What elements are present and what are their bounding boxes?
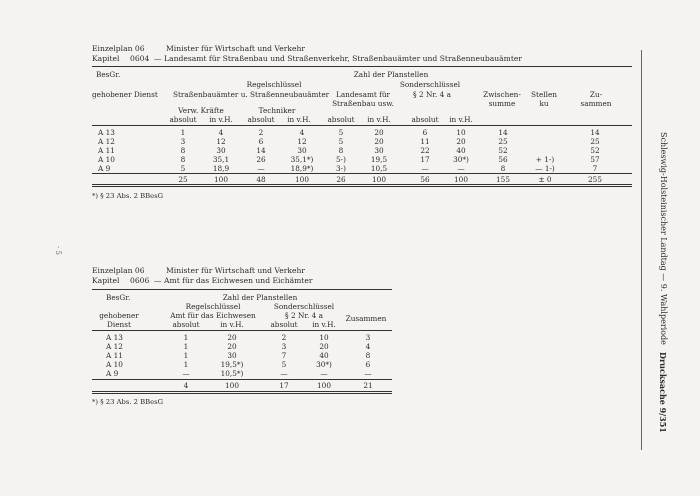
t1-h-landesamt: Landesamt für xyxy=(335,90,391,99)
t2-h-sonder2: § 2 Nr. 4 a xyxy=(285,311,323,320)
t1-row-4-cell: — xyxy=(457,164,465,173)
t1-h-gehoben: gehobener Dienst xyxy=(92,90,158,99)
t1-row-4-cell: 5 xyxy=(180,164,186,173)
t1-h-landesamt2: Straßenbau usw. xyxy=(332,99,394,108)
t1-h-zus: Zu- xyxy=(589,90,603,99)
t1-footnote: *) § 23 Abs. 2 BBesG xyxy=(92,192,164,200)
t2-row-2-cell: 8 xyxy=(365,351,371,360)
t1-kapitel-no: 0604 xyxy=(130,54,150,63)
t1-row-1-cell: A 12 xyxy=(98,137,115,146)
t1-kapitel-line xyxy=(92,54,522,64)
t2-row-2-cell: A 11 xyxy=(106,351,123,360)
t1-row-0-cell: 1 xyxy=(180,128,186,137)
t1-kapitel-label: Kapitel xyxy=(92,54,120,63)
t1-row-0-cell: 2 xyxy=(258,128,264,137)
t1-row-2-cell: 22 xyxy=(420,146,430,155)
t2-row-0-cell: 10 xyxy=(319,333,329,342)
t2-row-4-cell: — xyxy=(364,369,372,378)
t1-row-3-cell: 19,5 xyxy=(370,155,388,164)
t1-row-3-cell: 17 xyxy=(420,155,430,164)
t1-plan-label: Einzelplan 06 xyxy=(92,44,145,53)
t1-row-1-cell: 25 xyxy=(590,137,600,146)
t1-h-abs-4: absolut xyxy=(411,115,439,124)
t1-total-cell: ± 0 xyxy=(538,175,552,184)
t1-header-rule xyxy=(92,125,632,126)
t2-row-4-cell: — xyxy=(182,369,190,378)
t1-h-sonder2: § 2 Nr. 4 a xyxy=(413,90,451,99)
t1-row-2-cell: 8 xyxy=(180,146,186,155)
t2-plan-title: Minister für Wirtschaft und Verkehr xyxy=(166,266,305,275)
t2-row-3-cell: 1 xyxy=(183,360,189,369)
t2-row-1-cell: 3 xyxy=(281,342,287,351)
t2-row-2-cell: 30 xyxy=(227,351,237,360)
t1-h-abs-3: absolut xyxy=(327,115,355,124)
t1-h-techniker: Techniker xyxy=(258,106,296,115)
t1-h-vh-4: in v.H. xyxy=(449,115,473,124)
t1-row-3-cell: 5-) xyxy=(336,155,346,164)
t1-row-0-cell: 5 xyxy=(338,128,344,137)
t1-h-zahl: Zahl der Planstellen xyxy=(353,70,429,79)
t2-h-regel: Regelschlüssel xyxy=(185,302,241,311)
t2-row-3-cell: A 10 xyxy=(106,360,123,369)
t1-row-2-cell: 52 xyxy=(498,146,508,155)
t1-total-cell: 155 xyxy=(496,175,510,184)
t1-row-4-cell: 18,9 xyxy=(212,164,230,173)
t1-row-2-cell: 14 xyxy=(256,146,266,155)
t1-total-rule xyxy=(92,173,632,174)
t1-h-besgr: BesGr. xyxy=(96,70,121,79)
t2-plan-line xyxy=(92,266,305,276)
t1-row-2-cell: 8 xyxy=(338,146,344,155)
t2-total-rule xyxy=(92,379,392,380)
margin-mark: · 5 xyxy=(54,246,62,255)
side-landtag: Schleswig-Holsteinischer Landtag — 9. Wahlperiode xyxy=(659,132,668,345)
t2-top-rule xyxy=(92,289,392,290)
t1-bottom-rule-2 xyxy=(92,186,632,187)
t1-row-1-cell: 3 xyxy=(180,137,186,146)
t1-h-stellen: Stellen xyxy=(531,90,557,99)
t2-h-vh-1: in v.H. xyxy=(220,320,244,329)
t2-row-3-cell: 19,5*) xyxy=(220,360,244,369)
t2-row-1-cell: 4 xyxy=(365,342,371,351)
t1-h-zwischen: Zwischen- xyxy=(483,90,521,99)
t1-row-4-cell: — xyxy=(257,164,265,173)
t1-row-4-cell: 18,9*) xyxy=(290,164,314,173)
t1-total-cell: 100 xyxy=(372,175,386,184)
t1-h-zus2: sammen xyxy=(580,99,612,108)
t2-plan-label: Einzelplan 06 xyxy=(92,266,145,275)
t2-h-vh-2: in v.H. xyxy=(312,320,336,329)
t1-row-4-cell: 7 xyxy=(592,164,598,173)
t2-row-0-cell: 3 xyxy=(365,333,371,342)
t1-h-abs-1: absolut xyxy=(169,115,197,124)
t1-row-1-cell: 5 xyxy=(338,137,344,146)
t1-total-cell: 100 xyxy=(214,175,228,184)
t1-total-cell: 100 xyxy=(295,175,309,184)
side-drucksache: Drucksache 9/351 xyxy=(658,352,668,433)
t1-kapitel-title: — Landesamt für Straßenbau und Straßenverkehr, Straßenbauämter und Straßenneubauämter xyxy=(154,54,523,63)
t2-row-2-cell: 40 xyxy=(319,351,329,360)
t1-row-0-cell: 10 xyxy=(456,128,466,137)
t2-h-abs-1: absolut xyxy=(172,320,200,329)
t1-row-3-cell: 26 xyxy=(256,155,266,164)
t1-row-0-cell: 14 xyxy=(590,128,600,137)
t2-total-cell: 100 xyxy=(225,381,239,390)
t1-h-regel: Regelschlüssel xyxy=(246,80,302,89)
t1-row-3-cell: 35,1 xyxy=(212,155,230,164)
t2-total-cell: 21 xyxy=(363,381,373,390)
t1-h-vh-1: in v.H. xyxy=(209,115,233,124)
t2-row-4-cell: A 9 xyxy=(106,369,119,378)
t1-row-2-cell: 40 xyxy=(456,146,466,155)
t2-kapitel-label: Kapitel xyxy=(92,276,120,285)
t2-row-3-cell: 30*) xyxy=(316,360,332,369)
t1-h-vh-2: in v.H. xyxy=(287,115,311,124)
t1-row-4-cell: — 1-) xyxy=(535,164,555,173)
t1-h-zwischen2: summe xyxy=(488,99,516,108)
t1-row-4-cell: — xyxy=(421,164,429,173)
t2-total-cell: 17 xyxy=(279,381,289,390)
t1-row-4-cell: A 9 xyxy=(98,164,111,173)
t2-row-3-cell: 6 xyxy=(365,360,371,369)
t2-bottom-rule-2 xyxy=(92,393,392,394)
t1-row-1-cell: 11 xyxy=(420,137,430,146)
t1-h-regel-sub: Straßenbauämter u. Straßenneubauämter xyxy=(173,90,330,99)
t2-kapitel-line xyxy=(92,276,312,286)
t2-footnote: *) § 23 Abs. 2 BBesG xyxy=(92,398,164,406)
t2-row-3-cell: 5 xyxy=(281,360,287,369)
t2-kapitel-no: 0606 xyxy=(130,276,150,285)
t2-row-0-cell: 1 xyxy=(183,333,189,342)
t2-row-0-cell: 2 xyxy=(281,333,287,342)
t1-total-cell: 100 xyxy=(454,175,468,184)
t2-h-dienst: Dienst xyxy=(107,320,131,329)
t1-plan-line xyxy=(92,44,305,54)
t1-row-3-cell: 57 xyxy=(590,155,600,164)
t1-row-0-cell: 6 xyxy=(422,128,428,137)
t2-row-0-cell: 20 xyxy=(227,333,237,342)
t1-total-cell: 26 xyxy=(336,175,346,184)
t1-row-1-cell: 20 xyxy=(374,137,384,146)
t1-row-4-cell: 3-) xyxy=(336,164,346,173)
t1-total-cell: 48 xyxy=(256,175,266,184)
t1-row-2-cell: 30 xyxy=(374,146,384,155)
t1-h-vh-3: in v.H. xyxy=(367,115,391,124)
t1-row-3-cell: + 1-) xyxy=(535,155,555,164)
t2-row-1-cell: 20 xyxy=(227,342,237,351)
t2-h-abs-2: absolut xyxy=(270,320,298,329)
t1-total-cell: 255 xyxy=(588,175,602,184)
t1-row-4-cell: 10,5 xyxy=(370,164,388,173)
t1-row-0-cell: 20 xyxy=(374,128,384,137)
t2-header-rule xyxy=(92,330,392,331)
t1-top-rule xyxy=(92,66,632,67)
t2-bottom-rule xyxy=(92,391,392,392)
t2-h-sonder: Sonderschlüssel xyxy=(273,302,335,311)
t1-h-stellen2: ku xyxy=(539,99,549,108)
t2-total-cell: 100 xyxy=(317,381,331,390)
t1-row-2-cell: A 11 xyxy=(98,146,115,155)
t1-total-cell: 56 xyxy=(420,175,430,184)
t2-row-2-cell: 1 xyxy=(183,351,189,360)
t1-row-2-cell: 52 xyxy=(590,146,600,155)
t2-total-cell: 4 xyxy=(183,381,189,390)
t2-row-0-cell: A 13 xyxy=(106,333,123,342)
t2-row-1-cell: 20 xyxy=(319,342,329,351)
t1-row-3-cell: 8 xyxy=(180,155,186,164)
t1-bottom-rule xyxy=(92,184,632,185)
t2-h-besgr: BesGr. xyxy=(106,293,131,302)
t1-plan-title: Minister für Wirtschaft und Verkehr xyxy=(166,44,305,53)
t1-row-3-cell: A 10 xyxy=(98,155,115,164)
t2-h-zahl: Zahl der Planstellen xyxy=(222,293,298,302)
t1-row-1-cell: 6 xyxy=(258,137,264,146)
t1-row-0-cell: 4 xyxy=(218,128,224,137)
t1-row-1-cell: 25 xyxy=(498,137,508,146)
t2-h-regel2: Amt für das Eichwesen xyxy=(170,311,256,320)
t1-row-2-cell: 30 xyxy=(297,146,307,155)
page-edge-line xyxy=(641,50,642,450)
t1-row-0-cell: A 13 xyxy=(98,128,115,137)
t2-row-1-cell: 1 xyxy=(183,342,189,351)
t2-row-1-cell: A 12 xyxy=(106,342,123,351)
t2-row-4-cell: 10,5*) xyxy=(220,369,244,378)
t1-row-2-cell: 30 xyxy=(216,146,226,155)
t1-h-sonder: Sonderschlüssel xyxy=(399,80,461,89)
t2-row-2-cell: 7 xyxy=(281,351,287,360)
t1-row-1-cell: 20 xyxy=(456,137,466,146)
t1-row-4-cell: 8 xyxy=(500,164,506,173)
t1-row-0-cell: 14 xyxy=(498,128,508,137)
t2-h-zus: Zusammen xyxy=(345,314,387,323)
t2-row-4-cell: — xyxy=(320,369,328,378)
t1-total-cell: 25 xyxy=(178,175,188,184)
t1-row-0-cell: 4 xyxy=(299,128,305,137)
t1-row-1-cell: 12 xyxy=(297,137,307,146)
t1-row-3-cell: 56 xyxy=(498,155,508,164)
t2-kapitel-title: — Amt für das Eichwesen und Eichämter xyxy=(154,276,313,285)
t2-h-gehoben: gehobener xyxy=(99,311,139,320)
t2-row-4-cell: — xyxy=(280,369,288,378)
t1-row-1-cell: 12 xyxy=(216,137,226,146)
t1-row-3-cell: 35,1*) xyxy=(290,155,314,164)
t1-row-3-cell: 30*) xyxy=(453,155,469,164)
t1-h-abs-2: absolut xyxy=(247,115,275,124)
t1-h-verw: Verw. Kräfte xyxy=(178,106,224,115)
